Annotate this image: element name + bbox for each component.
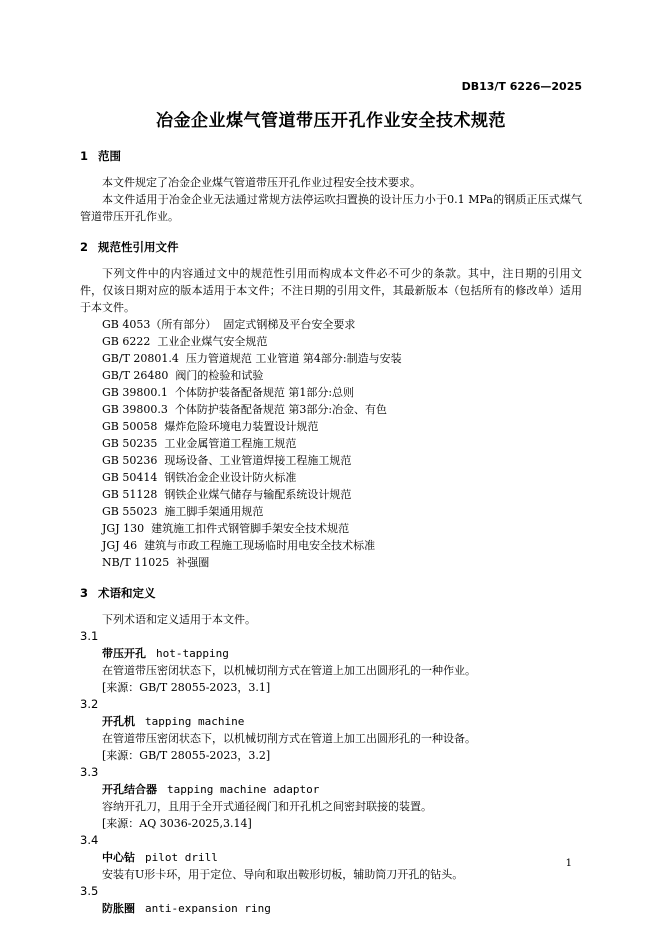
term-name-zh: 开孔结合器 [102, 783, 157, 796]
reference-item: GB 50058 爆炸危险环境电力装置设计规范 [102, 420, 319, 433]
reference-list [80, 316, 582, 571]
term-name-en: tapping machine adaptor [167, 783, 320, 796]
reference-item: GB 50235 工业金属管道工程施工规范 [102, 437, 297, 450]
section-number: 2 [80, 240, 89, 254]
reference-item: GB 39800.1 个体防护装备配备规范 第1部分:总则 [102, 386, 355, 399]
term-name-en: anti-expansion ring [145, 902, 271, 915]
document-title: 冶金企业煤气管道带压开孔作业安全技术规范 [156, 111, 506, 131]
term-name-zh: 防胀圈 [102, 902, 135, 915]
term-name-en: pilot drill [145, 851, 218, 864]
section-title: 规范性引用文件 [98, 240, 179, 254]
term-source: [来源：AQ 3036-2025,3.14] [102, 817, 252, 830]
terms-list [80, 628, 582, 917]
reference-item: GB/T 20801.4 压力管道规范 工业管道 第4部分:制造与安装 [102, 352, 402, 365]
reference-item: GB 39800.3 个体防护装备配备规范 第3部分:冶金、有色 [102, 403, 388, 416]
term-name [80, 781, 582, 798]
document-code: DB13/T 6226—2025 [461, 80, 582, 93]
term-name-en: tapping machine [145, 715, 245, 728]
term-source: [来源：GB/T 28055-2023，3.2] [102, 749, 271, 762]
term-number: 3.4 [80, 833, 99, 847]
term-number: 3.1 [80, 629, 99, 643]
term-name [80, 713, 582, 730]
section-heading-scope [80, 148, 582, 165]
term-name-zh: 中心钻 [102, 851, 135, 864]
reference-item: GB 4053（所有部分） 固定式钢梯及平台安全要求 [102, 318, 356, 331]
document-body [80, 148, 582, 917]
section-title: 范围 [98, 149, 121, 163]
reference-item: JGJ 46 建筑与市政工程施工现场临时用电安全技术标准 [102, 539, 376, 552]
reference-item: GB 50414 钢铁冶金企业设计防火标准 [102, 471, 297, 484]
section-title: 术语和定义 [98, 586, 156, 600]
term-name [80, 900, 582, 917]
page-number: 1 [565, 858, 572, 869]
section-heading-normative-references [80, 239, 582, 256]
section-heading-terms [80, 585, 582, 602]
paragraph: 本文件适用于冶金企业无法通过常规方法停运吹扫置换的设计压力小于0.1 MPa的钢质正压式煤气管道带压开孔作业。 [80, 193, 582, 223]
reference-item: GB/T 26480 阀门的检验和试验 [102, 369, 264, 382]
reference-item: JGJ 130 建筑施工扣件式钢管脚手架安全技术规范 [102, 522, 350, 535]
term-number: 3.5 [80, 884, 99, 898]
term-number: 3.2 [80, 697, 99, 711]
paragraph: 本文件规定了冶金企业煤气管道带压开孔作业过程安全技术要求。 [102, 176, 421, 189]
term-definition: 容纳开孔刀，且用于全开式通径阀门和开孔机之间密封联接的装置。 [102, 800, 432, 813]
term-definition: 安装有U形卡环，用于定位、导向和取出鞍形切板，辅助筒刀开孔的钻头。 [102, 868, 464, 881]
reference-item: GB 50236 现场设备、工业管道焊接工程施工规范 [102, 454, 352, 467]
term-source: [来源：GB/T 28055-2023，3.1] [102, 681, 271, 694]
section-number: 3 [80, 586, 89, 600]
reference-item: GB 51128 钢铁企业煤气储存与输配系统设计规范 [102, 488, 352, 501]
term-name [80, 645, 582, 662]
section-number: 1 [80, 149, 89, 163]
reference-item: GB 55023 施工脚手架通用规范 [102, 505, 264, 518]
term-number: 3.3 [80, 765, 99, 779]
reference-item: GB 6222 工业企业煤气安全规范 [102, 335, 268, 348]
paragraph: 下列术语和定义适用于本文件。 [102, 613, 256, 626]
term-name-en: hot-tapping [156, 647, 229, 660]
reference-item: NB/T 11025 补强圈 [102, 556, 210, 569]
term-name-zh: 带压开孔 [102, 647, 146, 660]
term-name-zh: 开孔机 [102, 715, 135, 728]
paragraph: 下列文件中的内容通过文中的规范性引用而构成本文件必不可少的条款。其中，注日期的引用文件，仅该日期对应的版本适用于本文件；不注日期的引用文件，其最新版本（包括所有的修改单）适用于本文件。 [80, 267, 582, 314]
term-definition: 在管道带压密闭状态下，以机械切削方式在管道上加工出圆形孔的一种作业。 [102, 664, 476, 677]
term-definition: 在管道带压密闭状态下，以机械切削方式在管道上加工出圆形孔的一种设备。 [102, 732, 476, 745]
term-name [80, 849, 582, 866]
